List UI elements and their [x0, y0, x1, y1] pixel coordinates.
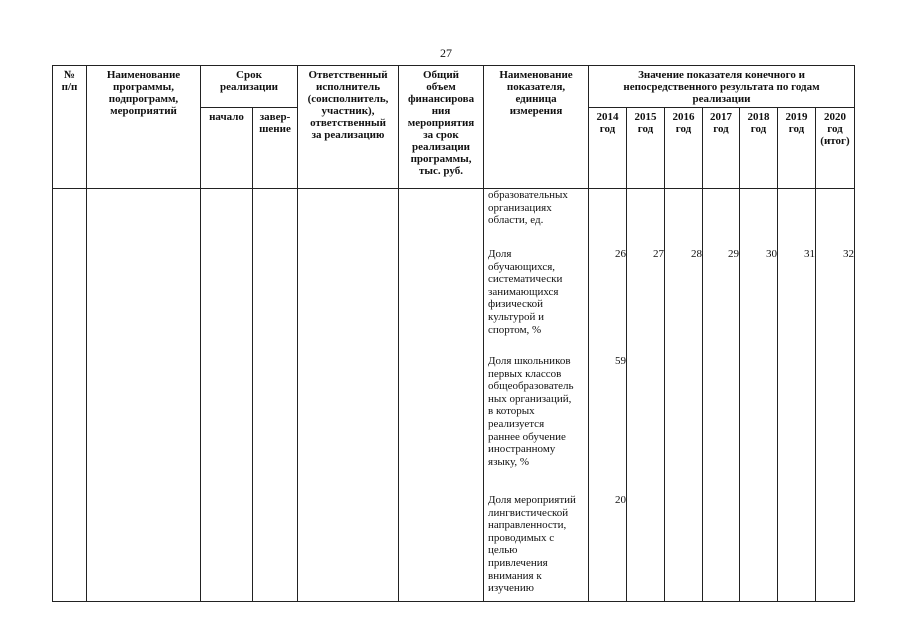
value-cell: 26	[615, 248, 627, 260]
col-2014	[589, 189, 627, 602]
col-2017	[703, 189, 740, 602]
header-period: Срок реализации	[201, 66, 298, 108]
indicator-item: Доля обучающихся, систематически занимающихся физической культурой и спортом, %	[488, 248, 563, 336]
value-cell	[778, 189, 815, 248]
value-cell: 28	[691, 248, 703, 260]
header-num: № п/п	[53, 66, 87, 189]
value-cell	[816, 189, 854, 248]
col-2015	[627, 189, 665, 602]
value-cell: 59	[615, 355, 627, 367]
value-cell	[703, 355, 739, 494]
col-2016	[665, 189, 703, 602]
indicator-item: образовательных организациях области, ед.	[488, 189, 568, 227]
header-period-start: начало	[201, 108, 253, 189]
value-cell: 20	[615, 494, 627, 506]
col-2019	[778, 189, 816, 602]
value-cell: 30	[766, 248, 778, 260]
page-number: 27	[440, 46, 452, 60]
cell-name	[87, 189, 201, 602]
cell-start	[201, 189, 253, 602]
header-name: Наименование программы, подпрограмм, мероприятий	[87, 66, 201, 189]
header-year-2014: 2014 год	[589, 108, 627, 189]
value-cell: 29	[728, 248, 740, 260]
indicator-item: Доля мероприятий лингвистической направленности, проводимых с целью привлечения внимания к изучению	[488, 494, 576, 595]
header-indicator: Наименование показателя, единица измерения	[484, 66, 589, 189]
cell-financing	[399, 189, 484, 602]
value-cell	[703, 189, 739, 248]
value-cell	[816, 355, 854, 494]
header-year-2018: 2018 год	[740, 108, 778, 189]
value-cell	[627, 355, 664, 494]
cell-indicators	[484, 189, 589, 602]
value-cell	[778, 355, 815, 494]
header-year-2015: 2015 год	[627, 108, 665, 189]
col-2018	[740, 189, 778, 602]
program-table	[52, 65, 855, 602]
header-values-group: Значение показателя конечного и непосредственного результата по годам реализации	[589, 66, 855, 108]
indicator-item: Доля школьников первых классов общеобразователь ных организаций, в которых реализуется раннее обучение иностранному языку, %	[488, 355, 574, 468]
col-2020	[816, 189, 855, 602]
header-year-2016: 2016 год	[665, 108, 703, 189]
cell-end	[253, 189, 298, 602]
cell-num	[53, 189, 87, 602]
value-cell	[665, 189, 702, 248]
value-cell	[740, 189, 777, 248]
value-cell: 27	[653, 248, 665, 260]
value-cell	[740, 355, 777, 494]
cell-executor	[298, 189, 399, 602]
value-cell: 32	[843, 248, 855, 260]
header-period-end: завер- шение	[253, 108, 298, 189]
header-year-2020: 2020 год (итог)	[816, 108, 855, 189]
value-cell	[665, 355, 702, 494]
value-cell	[589, 189, 626, 248]
header-executor: Ответственный исполнитель (соисполнитель, участник), ответственный за реализацию	[298, 66, 399, 189]
header-year-2019: 2019 год	[778, 108, 816, 189]
value-cell	[627, 189, 664, 248]
header-year-2017: 2017 год	[703, 108, 740, 189]
value-cell: 31	[804, 248, 816, 260]
header-financing: Общий объем финансирова ния мероприятия за срок реализации программы, тыс. руб.	[399, 66, 484, 189]
